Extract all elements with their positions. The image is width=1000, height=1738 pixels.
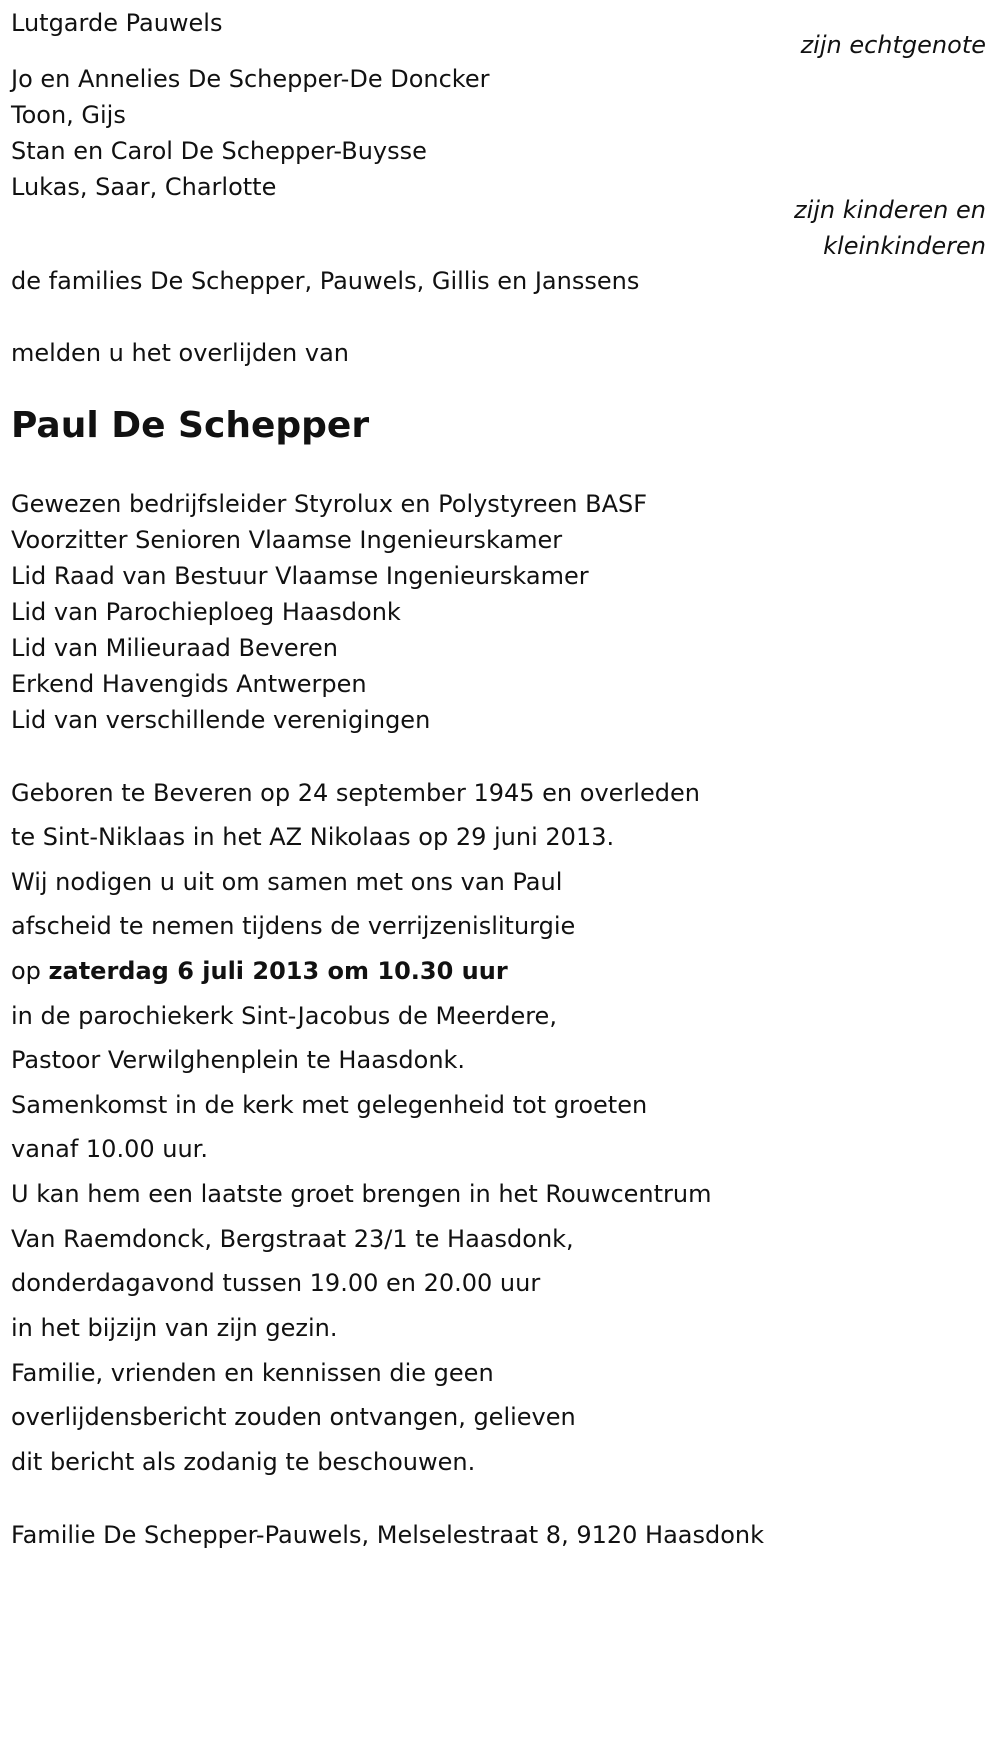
deceased-name: Paul De Schepper xyxy=(11,405,370,446)
detail-line-5 xyxy=(11,956,508,986)
spouse-role: zijn echtgenote xyxy=(800,31,986,59)
ceremony-datetime: zaterdag 6 juli 2013 om 10.30 uur xyxy=(48,957,508,985)
detail-line-12: donderdagavond tussen 19.00 en 20.00 uur xyxy=(11,1269,541,1297)
announcement-line: melden u het overlijden van xyxy=(11,339,349,367)
spouse-name: Lutgarde Pauwels xyxy=(11,9,223,37)
detail-line-10: U kan hem een laatste groet brengen in het Rouwcentrum xyxy=(11,1180,712,1208)
detail-line-4: afscheid te nemen tijdens de verrijzenisliturgie xyxy=(11,912,576,940)
function-line-5: Lid van Milieuraad Beveren xyxy=(11,634,338,662)
function-line-1: Gewezen bedrijfsleider Styrolux en Polystyreen BASF xyxy=(11,490,648,518)
function-line-3: Lid Raad van Bestuur Vlaamse Ingenieurskamer xyxy=(11,562,589,590)
detail-line-5-prefix: op xyxy=(11,957,49,985)
child-line-1: Jo en Annelies De Schepper-De Doncker xyxy=(11,65,490,93)
detail-line-14: Familie, vrienden en kennissen die geen xyxy=(11,1359,494,1387)
detail-line-13: in het bijzijn van zijn gezin. xyxy=(11,1314,338,1342)
child-line-2: Toon, Gijs xyxy=(11,101,126,129)
detail-line-15: overlijdensbericht zouden ontvangen, gelieven xyxy=(11,1403,576,1431)
detail-line-7: Pastoor Verwilghenplein te Haasdonk. xyxy=(11,1046,466,1074)
detail-line-8: Samenkomst in de kerk met gelegenheid tot groeten xyxy=(11,1091,648,1119)
footer-address: Familie De Schepper-Pauwels, Melselestraat 8, 9120 Haasdonk xyxy=(11,1521,765,1549)
function-line-2: Voorzitter Senioren Vlaamse Ingenieurskamer xyxy=(11,526,563,554)
function-line-7: Lid van verschillende verenigingen xyxy=(11,706,431,734)
families-line: de families De Schepper, Pauwels, Gillis en Janssens xyxy=(11,267,640,295)
detail-line-11: Van Raemdonck, Bergstraat 23/1 te Haasdonk, xyxy=(11,1225,574,1253)
detail-line-2: te Sint-Niklaas in het AZ Nikolaas op 29 juni 2013. xyxy=(11,823,615,851)
detail-line-3: Wij nodigen u uit om samen met ons van Paul xyxy=(11,868,563,896)
children-role-line-2: kleinkinderen xyxy=(823,232,986,260)
child-line-3: Stan en Carol De Schepper-Buysse xyxy=(11,137,427,165)
child-line-4: Lukas, Saar, Charlotte xyxy=(11,173,277,201)
function-line-6: Erkend Havengids Antwerpen xyxy=(11,670,367,698)
detail-line-6: in de parochiekerk Sint-Jacobus de Meerdere, xyxy=(11,1002,557,1030)
detail-line-16: dit bericht als zodanig te beschouwen. xyxy=(11,1448,476,1476)
children-role-line-1: zijn kinderen en xyxy=(794,196,986,224)
function-line-4: Lid van Parochieploeg Haasdonk xyxy=(11,598,401,626)
detail-line-1: Geboren te Beveren op 24 september 1945 en overleden xyxy=(11,779,700,807)
detail-line-9: vanaf 10.00 uur. xyxy=(11,1135,208,1163)
